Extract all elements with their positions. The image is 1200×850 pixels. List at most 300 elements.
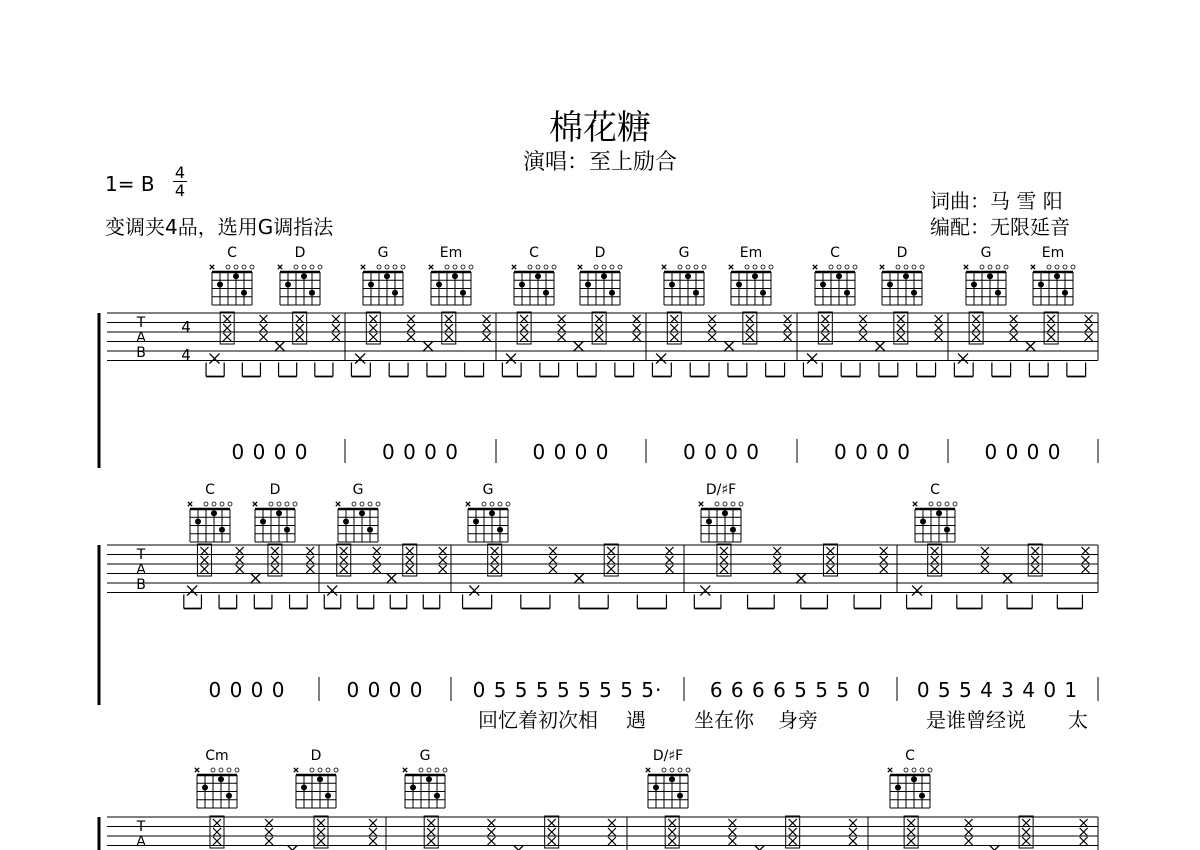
bass-note: [1026, 341, 1036, 351]
chord-name: D: [269, 482, 281, 498]
open-string-mark: [490, 502, 494, 506]
open-string-mark: [702, 265, 706, 269]
chord-name: D/♯F: [705, 482, 737, 498]
muted-string-mark: [729, 265, 733, 269]
open-string-mark: [602, 265, 606, 269]
open-string-mark: [953, 502, 957, 506]
chord-diagram: [255, 502, 297, 542]
strum-cluster: [784, 315, 792, 341]
chord-finger-dot: [601, 273, 607, 279]
strum-cluster: [220, 312, 234, 344]
strum-cluster: [210, 816, 224, 848]
strum-cluster: [442, 312, 456, 344]
chord-diagram: [212, 265, 254, 305]
muted-string-mark: [1031, 265, 1035, 269]
chord-finger-dot: [706, 519, 712, 525]
chord-finger-dot: [1054, 273, 1060, 279]
chord-finger-dot: [752, 273, 758, 279]
bass-note: [875, 341, 885, 351]
strum-cluster: [965, 819, 973, 845]
numbered-measure: 0 0 0 0: [683, 440, 760, 464]
chord-finger-dot: [497, 527, 503, 533]
chord-finger-dot: [669, 776, 675, 782]
open-string-mark: [310, 768, 314, 772]
chord-diagram: [363, 265, 405, 305]
muted-string-mark: [188, 502, 192, 506]
bass-note: [210, 354, 220, 364]
bass-note: [355, 354, 365, 364]
muted-string-mark: [195, 768, 199, 772]
chord-diagram: [701, 502, 743, 542]
strum-cluster: [259, 315, 267, 341]
key-signature: 1= B: [105, 172, 155, 196]
open-string-mark: [536, 265, 540, 269]
chord-finger-dot: [730, 527, 736, 533]
open-string-mark: [761, 265, 765, 269]
open-string-mark: [1047, 265, 1051, 269]
numbered-measure: 0 0 0 0: [231, 440, 309, 464]
chord-finger-dot: [995, 290, 1001, 296]
open-string-mark: [498, 502, 502, 506]
tab-time-top: 4: [181, 318, 191, 336]
open-string-mark: [376, 502, 380, 506]
muted-string-mark: [403, 768, 407, 772]
chord-finger-dot: [543, 290, 549, 296]
numbered-measure: 0 5 5 5 5 5 5 5 5·: [472, 678, 663, 702]
tab-letter: B: [136, 345, 146, 361]
open-string-mark: [686, 265, 690, 269]
strum-cluster: [592, 312, 606, 344]
chord-name: G: [678, 245, 690, 261]
open-string-mark: [393, 265, 397, 269]
open-string-mark: [219, 768, 223, 772]
open-string-mark: [1004, 265, 1008, 269]
open-string-mark: [277, 502, 281, 506]
open-string-mark: [945, 502, 949, 506]
tab-letter: T: [136, 315, 146, 331]
strum-cluster: [306, 547, 314, 573]
chord-finger-dot: [1038, 282, 1044, 288]
muted-string-mark: [888, 768, 892, 772]
chord-finger-dot: [384, 273, 390, 279]
chord-name: G: [980, 245, 992, 261]
open-string-mark: [1071, 265, 1075, 269]
open-string-mark: [211, 768, 215, 772]
bass-note: [656, 354, 666, 364]
muted-string-mark: [512, 265, 516, 269]
strum-cluster: [1085, 315, 1093, 341]
muted-string-mark: [646, 768, 650, 772]
bass-note: [469, 586, 479, 596]
numbered-measure: 0 0 0 0: [984, 440, 1062, 464]
open-string-mark: [829, 265, 833, 269]
open-string-mark: [904, 265, 908, 269]
open-string-mark: [469, 265, 473, 269]
chord-finger-dot: [195, 519, 201, 525]
chord-finger-dot: [820, 282, 826, 288]
muted-string-mark: [913, 502, 917, 506]
open-string-mark: [544, 265, 548, 269]
open-string-mark: [227, 768, 231, 772]
bass-note: [958, 354, 968, 364]
chord-finger-dot: [343, 519, 349, 525]
bass-note: [574, 341, 584, 351]
strum-cluster: [439, 547, 447, 573]
capo-note: 变调夹4品，选用G调指法: [105, 215, 334, 239]
strum-cluster: [928, 544, 942, 576]
strum-cluster: [604, 544, 618, 576]
chord-finger-dot: [219, 527, 225, 533]
open-string-mark: [678, 265, 682, 269]
time-signature-bottom: 4: [174, 181, 186, 200]
strum-cluster: [488, 544, 502, 576]
open-string-mark: [360, 502, 364, 506]
open-string-mark: [937, 502, 941, 506]
open-string-mark: [453, 265, 457, 269]
chord-finger-dot: [609, 290, 615, 296]
open-string-mark: [352, 502, 356, 506]
strum-cluster: [849, 819, 857, 845]
chord-finger-dot: [233, 273, 239, 279]
arranger-credit: 编配：无限延音: [930, 215, 1070, 239]
chord-finger-dot: [473, 519, 479, 525]
open-string-mark: [326, 768, 330, 772]
chord-finger-dot: [971, 282, 977, 288]
muted-string-mark: [578, 265, 582, 269]
open-string-mark: [318, 265, 322, 269]
chord-diagram: [338, 502, 380, 542]
chord-finger-dot: [669, 282, 675, 288]
strum-cluster: [969, 312, 983, 344]
chord-diagram: [648, 768, 690, 808]
chord-finger-dot: [241, 290, 247, 296]
open-string-mark: [235, 768, 239, 772]
chord-name: Em: [739, 245, 763, 261]
chord-diagram: [966, 265, 1008, 305]
chord-finger-dot: [301, 785, 307, 791]
chord-finger-dot: [460, 290, 466, 296]
open-string-mark: [715, 502, 719, 506]
numbered-measure: 0 5 5 4 3 4 0 1: [916, 678, 1079, 702]
open-string-mark: [506, 502, 510, 506]
chord-name: D: [594, 245, 606, 261]
muted-string-mark: [813, 265, 817, 269]
strum-cluster: [1081, 547, 1089, 573]
numbered-measure: 6 6 6 6 5 5 5 0: [709, 678, 872, 702]
tab-letter: T: [136, 819, 146, 835]
strum-cluster: [366, 312, 380, 344]
strum-cluster: [424, 816, 438, 848]
strum-cluster: [268, 544, 282, 576]
muted-string-mark: [699, 502, 703, 506]
chord-diagram: [514, 265, 556, 305]
open-string-mark: [912, 265, 916, 269]
open-string-mark: [318, 768, 322, 772]
chord-finger-dot: [944, 527, 950, 533]
chord-name: D: [310, 748, 322, 764]
chord-diagram: [731, 265, 773, 305]
open-string-mark: [686, 768, 690, 772]
chord-finger-dot: [276, 510, 282, 516]
lyric-line: 回忆着初次相: [478, 708, 598, 732]
chord-finger-dot: [653, 785, 659, 791]
bass-note: [387, 573, 397, 583]
chord-finger-dot: [410, 785, 416, 791]
chord-finger-dot: [895, 785, 901, 791]
open-string-mark: [294, 265, 298, 269]
open-string-mark: [377, 265, 381, 269]
open-string-mark: [435, 768, 439, 772]
open-string-mark: [419, 768, 423, 772]
chord-finger-dot: [535, 273, 541, 279]
strum-cluster: [549, 547, 557, 573]
chord-name: C: [227, 245, 237, 261]
chord-name: G: [419, 748, 431, 764]
tab-letter: B: [136, 577, 146, 593]
strum-cluster: [236, 547, 244, 573]
chord-name: Cm: [205, 748, 229, 764]
strum-cluster: [708, 315, 716, 341]
open-string-mark: [293, 502, 297, 506]
open-string-mark: [920, 768, 924, 772]
chord-finger-dot: [911, 776, 917, 782]
strum-cluster: [558, 315, 566, 341]
open-string-mark: [845, 265, 849, 269]
chord-finger-dot: [436, 282, 442, 288]
open-string-mark: [234, 265, 238, 269]
open-string-mark: [310, 265, 314, 269]
chord-finger-dot: [359, 510, 365, 516]
strum-cluster: [517, 312, 531, 344]
strum-cluster: [197, 544, 211, 576]
strum-cluster: [403, 544, 417, 576]
chord-finger-dot: [392, 290, 398, 296]
open-string-mark: [928, 768, 932, 772]
chord-finger-dot: [309, 290, 315, 296]
chord-finger-dot: [919, 793, 925, 799]
open-string-mark: [837, 265, 841, 269]
open-string-mark: [610, 265, 614, 269]
chord-finger-dot: [693, 290, 699, 296]
open-string-mark: [368, 502, 372, 506]
numbered-measure: 0 0 0 0: [532, 440, 610, 464]
open-string-mark: [401, 265, 405, 269]
lyric-line: 坐在你: [694, 708, 754, 732]
bass-note: [574, 573, 584, 583]
open-string-mark: [753, 265, 757, 269]
chord-finger-dot: [519, 282, 525, 288]
chord-finger-dot: [736, 282, 742, 288]
strum-cluster: [880, 547, 888, 573]
chord-finger-dot: [452, 273, 458, 279]
chord-diagram: [1033, 265, 1075, 305]
strum-cluster: [981, 547, 989, 573]
strum-cluster: [1028, 544, 1042, 576]
strum-cluster: [743, 312, 757, 344]
strum-cluster: [608, 819, 616, 845]
open-string-mark: [996, 265, 1000, 269]
chord-finger-dot: [218, 776, 224, 782]
chord-name: C: [205, 482, 215, 498]
strum-cluster: [1019, 816, 1033, 848]
chord-name: C: [905, 748, 915, 764]
open-string-mark: [594, 265, 598, 269]
muted-string-mark: [294, 768, 298, 772]
singer-credit: 演唱：至上励合: [522, 150, 677, 175]
chord-name: G: [352, 482, 364, 498]
open-string-mark: [220, 502, 224, 506]
chord-finger-dot: [317, 776, 323, 782]
chord-diagram: [197, 768, 239, 808]
strum-cluster: [935, 315, 943, 341]
bass-note: [724, 341, 734, 351]
open-string-mark: [662, 768, 666, 772]
chord-name: D: [294, 245, 306, 261]
open-string-mark: [739, 502, 743, 506]
strum-cluster: [1044, 312, 1058, 344]
chord-name: C: [930, 482, 940, 498]
bass-note: [912, 586, 922, 596]
chord-finger-dot: [367, 527, 373, 533]
strum-cluster: [667, 312, 681, 344]
chord-finger-dot: [836, 273, 842, 279]
muted-string-mark: [361, 265, 365, 269]
open-string-mark: [731, 502, 735, 506]
strum-cluster: [1010, 315, 1018, 341]
lyric-line: 太: [1068, 708, 1088, 732]
chord-finger-dot: [202, 785, 208, 791]
chord-name: Em: [439, 245, 463, 261]
chord-diagram: [468, 502, 510, 542]
strum-cluster: [407, 315, 415, 341]
chord-diagram: [405, 768, 447, 808]
open-string-mark: [212, 502, 216, 506]
chord-finger-dot: [844, 290, 850, 296]
muted-string-mark: [429, 265, 433, 269]
strum-cluster: [665, 547, 673, 573]
bass-note: [187, 586, 197, 596]
muted-string-mark: [278, 265, 282, 269]
muted-string-mark: [210, 265, 214, 269]
chord-finger-dot: [987, 273, 993, 279]
chord-finger-dot: [426, 776, 432, 782]
chord-finger-dot: [685, 273, 691, 279]
open-string-mark: [482, 502, 486, 506]
numbered-measure: 0 0 0 0: [382, 440, 459, 464]
chord-diagram: [190, 502, 232, 542]
open-string-mark: [929, 502, 933, 506]
numbered-measure: 0 0 0 0: [834, 440, 911, 464]
chord-finger-dot: [434, 793, 440, 799]
open-string-mark: [1055, 265, 1059, 269]
open-string-mark: [904, 768, 908, 772]
tab-letter: A: [136, 330, 146, 346]
chord-finger-dot: [936, 510, 942, 516]
strum-cluster: [1080, 819, 1088, 845]
strum-cluster: [904, 816, 918, 848]
strum-cluster: [337, 544, 351, 576]
muted-string-mark: [880, 265, 884, 269]
bass-note: [275, 341, 285, 351]
chord-finger-dot: [285, 282, 291, 288]
open-string-mark: [980, 265, 984, 269]
open-string-mark: [853, 265, 857, 269]
strum-cluster: [823, 544, 837, 576]
open-string-mark: [552, 265, 556, 269]
open-string-mark: [896, 265, 900, 269]
strum-cluster: [859, 315, 867, 341]
open-string-mark: [269, 502, 273, 506]
open-string-mark: [302, 265, 306, 269]
bass-note: [700, 586, 710, 596]
chord-diagram: [296, 768, 338, 808]
strum-cluster: [818, 312, 832, 344]
open-string-mark: [723, 502, 727, 506]
open-string-mark: [242, 265, 246, 269]
chord-name: D/♯F: [652, 748, 684, 764]
strum-cluster: [894, 312, 908, 344]
open-string-mark: [920, 265, 924, 269]
open-string-mark: [226, 265, 230, 269]
strum-cluster: [483, 315, 491, 341]
open-string-mark: [769, 265, 773, 269]
strum-cluster: [373, 547, 381, 573]
chord-finger-dot: [585, 282, 591, 288]
chord-finger-dot: [722, 510, 728, 516]
strum-cluster: [633, 315, 641, 341]
chord-finger-dot: [301, 273, 307, 279]
muted-string-mark: [964, 265, 968, 269]
bass-note: [423, 341, 433, 351]
chord-finger-dot: [920, 519, 926, 525]
chord-finger-dot: [677, 793, 683, 799]
chord-diagram: [580, 265, 622, 305]
lyric-line: 是谁曾经说: [926, 708, 1026, 732]
chord-finger-dot: [760, 290, 766, 296]
chord-name: C: [830, 245, 840, 261]
open-string-mark: [745, 265, 749, 269]
chord-diagram: [890, 768, 932, 808]
open-string-mark: [427, 768, 431, 772]
muted-string-mark: [466, 502, 470, 506]
chord-finger-dot: [368, 282, 374, 288]
open-string-mark: [988, 265, 992, 269]
strum-cluster: [487, 819, 495, 845]
strum-cluster: [314, 816, 328, 848]
strum-cluster: [665, 816, 679, 848]
tab-time-bottom: 4: [181, 346, 191, 364]
song-title: 棉花糖: [549, 108, 651, 148]
bass-note: [506, 354, 516, 364]
muted-string-mark: [662, 265, 666, 269]
muted-string-mark: [253, 502, 257, 506]
chord-finger-dot: [489, 510, 495, 516]
strum-cluster: [786, 816, 800, 848]
chord-diagram: [664, 265, 706, 305]
open-string-mark: [445, 265, 449, 269]
numbered-measure: 0 0 0 0: [208, 678, 286, 702]
chord-finger-dot: [217, 282, 223, 288]
chord-finger-dot: [1062, 290, 1068, 296]
chord-name: G: [377, 245, 389, 261]
open-string-mark: [443, 768, 447, 772]
strum-cluster: [773, 547, 781, 573]
open-string-mark: [678, 768, 682, 772]
open-string-mark: [694, 265, 698, 269]
open-string-mark: [670, 768, 674, 772]
open-string-mark: [228, 502, 232, 506]
chord-diagram: [882, 265, 924, 305]
